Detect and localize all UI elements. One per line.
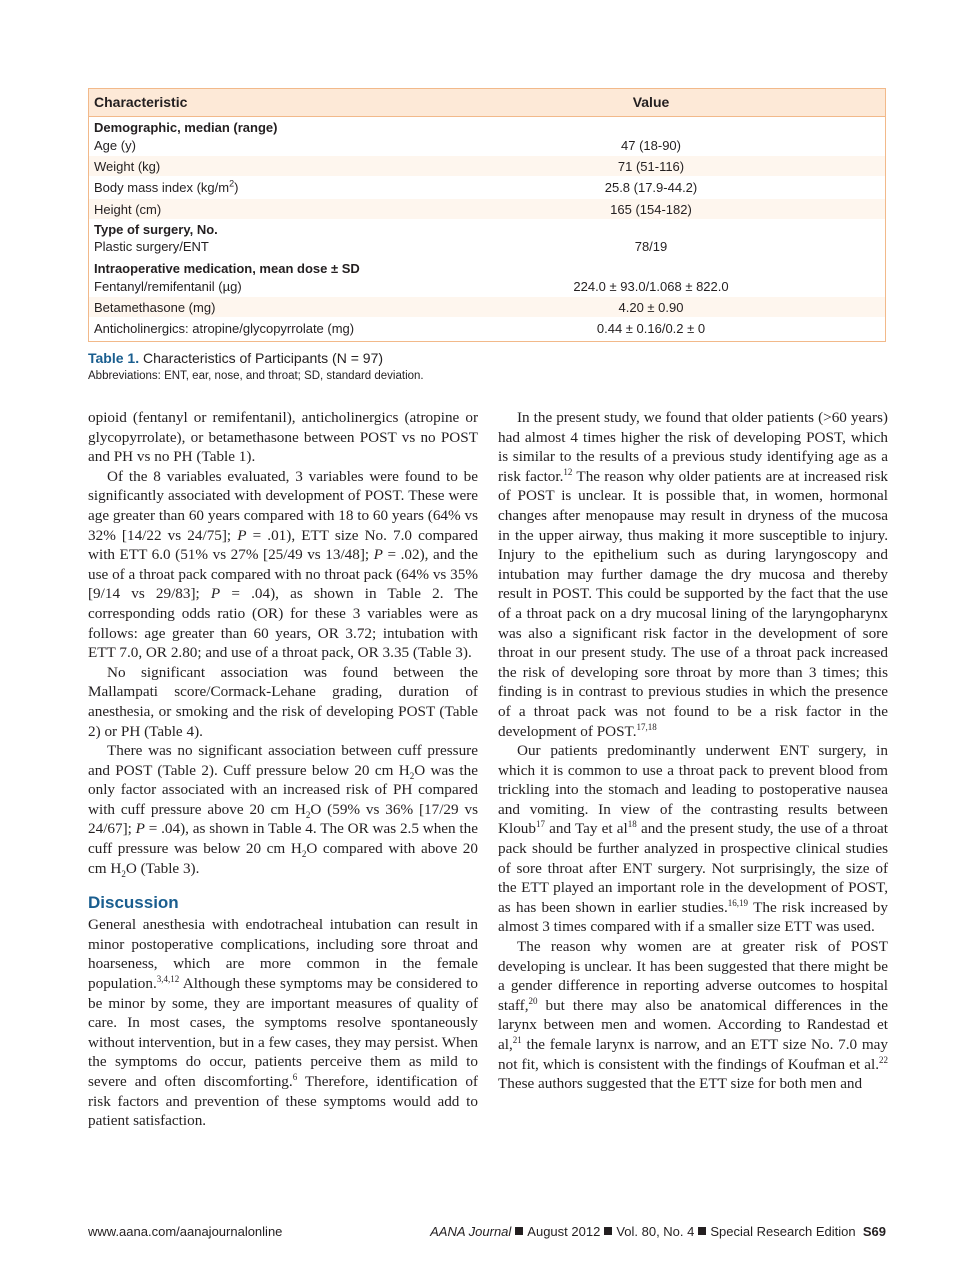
right-column [498,408,888,1094]
paragraph: The reason why women are at greater risk of POST developing is unclear. It has been suggested that there might be a gender difference in reporting adverse outcomes to hospital staff,$^{20}$ but there may also be anatomical differences in the larynx between men and women. According to Randestad et al,$^{21}$ the female larynx is narrow, and an ETT size No. 7.0 may not fit, which is consistent with the findings of Koufman et al.$^{22}$ These authors suggested that the ETT size for both men and [498,938,888,1093]
paragraph: General anesthesia with endotracheal intubation can result in minor postoperative complications, including sore throat and hoarseness, which are more common in the female population.$^{3,4,12}$ Although these symptoms may be considered to be minor by some, they are important measures of quality of care. In most cases, the symptoms resolve spontaneously without intervention, but in a few cases, they may persist. When the symptoms do occur, patients perceive them as mild to severe and often discomforting.$^6$ Therefore, identification of risk factors and prevention of these symptoms would add to patient satisfaction. [88,916,478,1130]
paragraph: opioid (fentanyl or remifentanil), anticholinergics (atropine or glycopyrrolate), or betamethasone between POST vs no POST and PH vs no PH (Table 1). [88,409,478,466]
journal-name: AANA Journal [430,1224,512,1239]
left-column [88,408,478,1131]
paragraph: Of the 8 variables evaluated, 3 variables were found to be significantly associated with development of POST. These were age greater than 60 years compared with 18 to 60 years (64% vs 32% [14/22 vs 24/75]; P = .01), ETT size No. 7.0 compared with ETT 6.0 (51% vs 27% [25/49 vs 13/48]; P = .02), and the use of a throat pack compared with no throat pack (64% vs 35% [9/14 vs 29/83]; P = .04), as shown in Table 2. The corresponding odds ratio (OR) for these 3 variables were as follows: age greater than 60 years, OR 3.72; intubation with ETT 7.0, OR 2.80; and use of a throat pack, OR 3.35 (Table 3). [88,467,478,662]
square-bullet-icon [515,1227,523,1235]
square-bullet-icon [698,1227,706,1235]
page-number: S69 [862,1224,886,1239]
section-heading: Discussion [88,893,179,913]
table-row: Betamethasone (mg) 4.20 ± 0.90 [89,297,885,317]
table-row: Weight (kg) 71 (51-116) [89,156,885,176]
header-value: Value [632,94,670,110]
square-bullet-icon [604,1227,612,1235]
table-number: Table 1. [88,350,140,366]
header-characteristic: Characteristic [94,94,188,110]
table-1: Characteristic Value Demographic, median (range) Age (y) 47 (18-90) Weight (kg) 71 (51-116) Body mass index $(kg/m^2)$ 25.8 (17.9-44.2) Height (cm) 165 (154-182) Type of surgery, No. Plastic surgery/ENT 78/19 Intraoperative medication, mean dose ± SD Fentanyl/remifentanil (µg) 224.0 ± 93.0/1.068 ± 822.0 Betamethasone (mg) 4.20 ± 0.90 Anticholinergics: atropine/glycopyrrolate (mg) 0.44 ± 0.16/0.2 ± 0 [88,88,886,342]
table-abbreviations: Abbreviations: ENT, ear, nose, and throat; SD, standard deviation. [88,370,424,382]
table-title: Characteristics of Participants (N = 97) [142,350,384,366]
table-row: Height (cm) 165 (154-182) [89,199,885,219]
footer-url[interactable]: www.aana.com/aanajournalonline [88,1224,283,1239]
paragraph: In the present study, we found that older patients (>60 years) had almost 4 times higher the risk of developing POST, which is similar to the results of a previous study identifying age as a risk factor.$^{12}$ The reason why older patients are at increased risk of POST is unclear. It is possible that, in women, hormonal changes after menopause may result in dryness of the mucosa in the upper airway, thus making it more susceptible to injury. Injury to the epithelium such as during laryngoscopy and intubation may further damage the dry mucosa and thereby result in POST. This could be supported by the fact that the use of a throat pack on a dry mucosal lining of the laryngopharynx was also a significant risk factor in the development of sore throat in our present study. The use of a throat pack increased the risk of developing sore throat by more than 3 times; this finding is in contrast to previous studies in which the presence of a throat pack was not found to be a risk factor in the development of POST.$^{17,18}$ [498,409,888,740]
paragraph: Our patients predominantly underwent ENT surgery, in which it is common to use a throat pack to prevent blood from trickling into the stomach and leading to postoperative nausea and vomiting. In view of the contrasting results between Kloub$^{17}$ and Tay et $al^{18}$ and the present study, the use of a throat pack should be further analyzed in prospective clinical studies of sore throat after ENT surgery. Not surprisingly, the size of the ETT played an important role in the development of POST, as has been shown in earlier studies.$^{16,19}$ The risk increased by almost 3 times compared with if a smaller size ETT was used. [498,742,888,936]
paragraph: No significant association was found between the Mallampati score/Cormack-Lehane grading, duration of anesthesia, or smoking and the risk of developing POST (Table 2) or PH (Table 4). [88,663,478,740]
footer-citation: AANA Journal August 2012 Vol. 80, No. 4 Special Research Edition S69 [430,1224,886,1239]
table-header [89,89,885,117]
paragraph: There was no significant association between cuff pressure and POST (Table 2). Cuff pressure below 20 cm $H_2O$ was the only factor associated with an increased risk of PH compared with cuff pressure above 20 cm $H_2O$ (59% vs 36% [17/29 vs 24/67]; P = .04), as shown in Table 4. The OR was 2.5 when the cuff pressure was below 20 cm $H_2O$ compared with above 20 cm $H_2O$ (Table 3). [88,742,478,879]
table-caption [88,350,383,366]
